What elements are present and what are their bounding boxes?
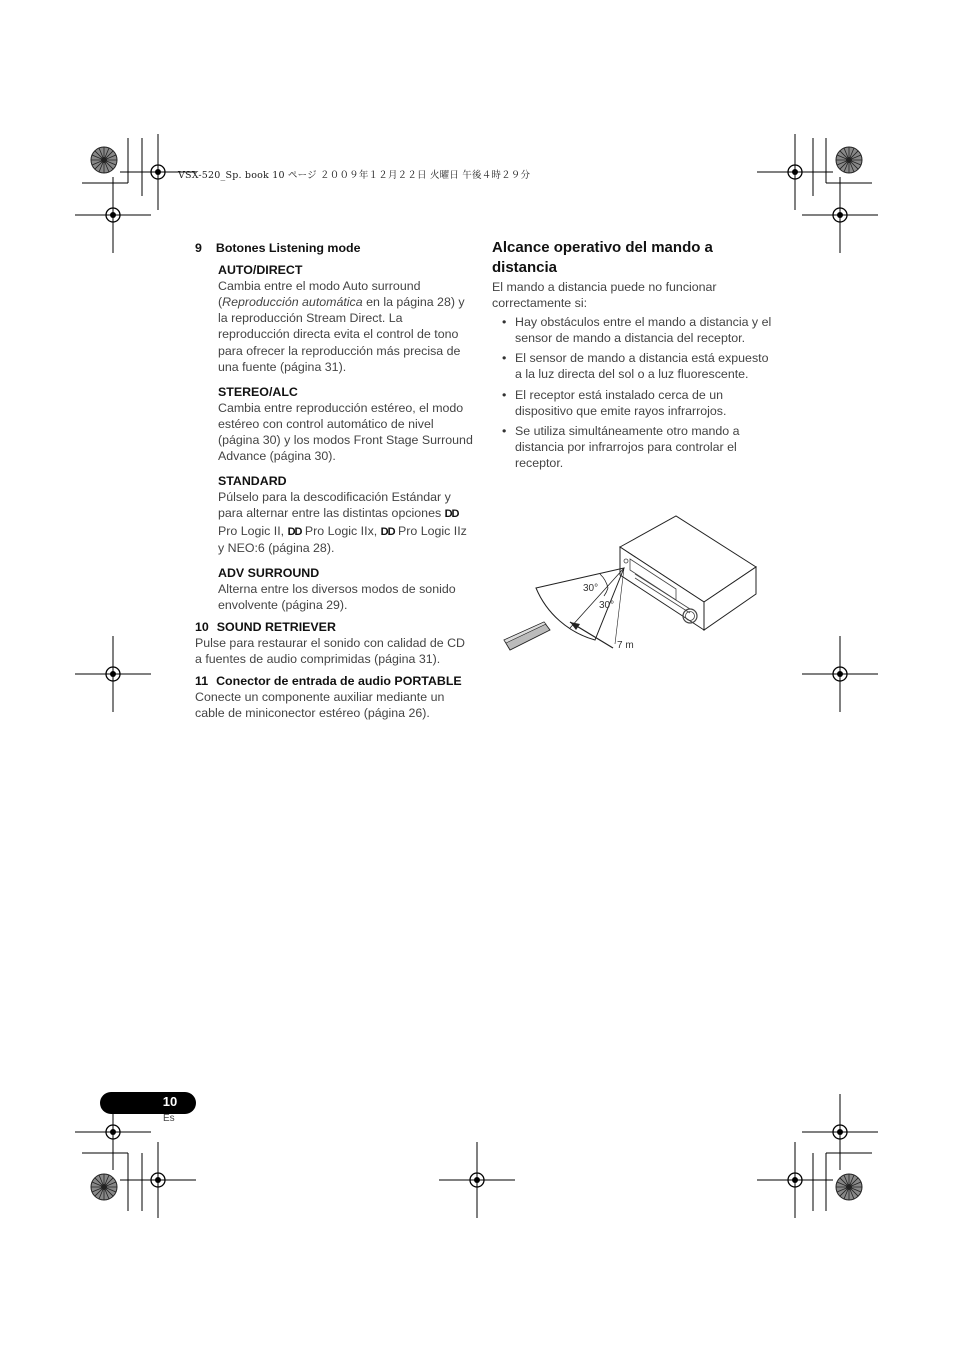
- item-10-heading: [195, 619, 475, 635]
- dolby-logo: DD: [380, 525, 395, 538]
- standard-heading: STANDARD: [218, 474, 287, 489]
- item-9-number: 9: [195, 241, 202, 255]
- item-11-heading: [195, 673, 475, 689]
- item-11-title: Conector de entrada de audio PORTABLE: [216, 674, 462, 689]
- stereo-alc-text: Cambia entre reproducción estéreo, el modo estéreo con control automático de nivel (página 30) y los modos Front Stage Surround Advance (página 30).: [218, 400, 473, 464]
- stereo-alc-heading: STEREO/ALC: [218, 384, 298, 399]
- list-item: • Hay obstáculos entre el mando a distancia y el sensor de mando a distancia del receptor.: [492, 314, 772, 346]
- item-9-heading: [195, 240, 475, 256]
- angle-label-2: 30°: [599, 600, 615, 611]
- item-9-title: Botones Listening mode: [215, 241, 361, 255]
- dolby-logo: DD: [287, 525, 302, 538]
- item-11-text: Conecte un componente auxiliar mediante un cable de miniconector estéreo (página 26).: [195, 690, 445, 721]
- right-column: [492, 238, 772, 475]
- conditions-list: [492, 314, 772, 471]
- standard-text: Púlselo para la descodificación Estándar y para alternar entre las distintas opciones DD Pro Logic II, DD Pro Logic IIx, DD Pro Logic IIz y NEO:6 (página 28).: [218, 490, 467, 555]
- remote-range-diagram: [500, 512, 765, 657]
- print-header: VSX-520_Sp. book 10 ページ ２００９年１２月２２日 火曜日 午後４時２９分: [178, 170, 531, 181]
- auto-direct-heading: AUTO/DIRECT: [218, 263, 303, 278]
- page-language: Es: [163, 1113, 175, 1124]
- item-10-title: SOUND RETRIEVER: [216, 619, 336, 634]
- list-item: • El sensor de mando a distancia está expuesto a la luz directa del sol o a luz fluorescente.: [492, 350, 772, 382]
- adv-surround-heading: ADV SURROUND: [218, 565, 320, 580]
- angle-label-1: 30°: [583, 583, 599, 594]
- distance-label: 7 m: [617, 640, 634, 651]
- page-number: 10: [162, 1094, 178, 1109]
- section-intro: El mando a distancia puede no funcionar correctamente si:: [492, 280, 717, 311]
- item-10-number: 10: [195, 619, 209, 634]
- item-10-text: Pulse para restaurar el sonido con calidad de CD a fuentes de audio comprimidas (página 31).: [195, 636, 465, 667]
- item-9-body: [195, 262, 475, 613]
- list-item: • El receptor está instalado cerca de un dispositivo que emite rayos infrarrojos.: [492, 387, 772, 419]
- item-11-number: 11: [195, 674, 209, 689]
- adv-surround-text: Alterna entre los diversos modos de sonido envolvente (página 29).: [218, 581, 456, 612]
- auto-direct-text: Cambia entre el modo Auto surround (Reproducción automática en la página 28) y la reproducción Stream Direct. La reproducción directa evita el control de tono para ofrecer la reproducción más precisa de una fuente (página 31).: [218, 279, 465, 374]
- list-item: • Se utiliza simultáneamente otro mando a distancia por infrarrojos para controlar el receptor.: [492, 423, 772, 471]
- left-column: [195, 240, 475, 722]
- dolby-logo: DD: [444, 508, 459, 521]
- section-title: Alcance operativo del mando a distancia: [492, 239, 713, 276]
